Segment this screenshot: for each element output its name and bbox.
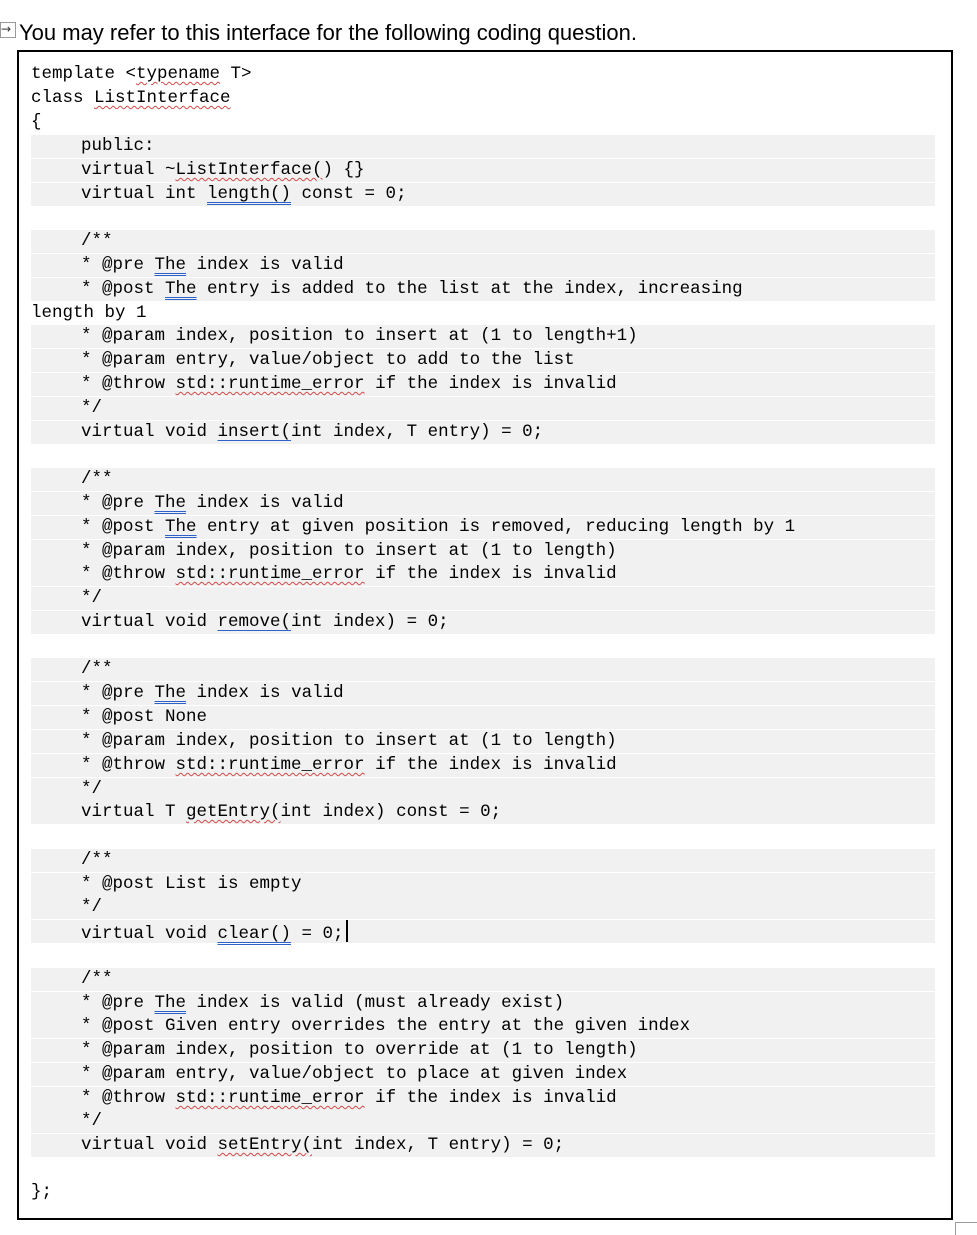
- code-line: * @pre The index is valid: [31, 682, 935, 705]
- code-line: * @param entry, value/object to add to the list: [31, 349, 935, 372]
- code-line: * @param entry, value/object to place at given index: [31, 1063, 935, 1086]
- code-line: /**: [31, 849, 935, 872]
- code-line: * @throw std::runtime_error if the index is invalid: [31, 754, 935, 777]
- code-line: };: [31, 1182, 53, 1202]
- code-line: */: [31, 397, 935, 420]
- code-line: /**: [31, 230, 935, 253]
- code-line: * @post The entry is added to the list at the index, increasing: [31, 278, 935, 301]
- text-cursor: [346, 920, 348, 942]
- code-line: * @pre The index is valid (must already exist): [31, 992, 935, 1015]
- code-line: virtual void remove(int index) = 0;: [31, 611, 935, 634]
- code-line: * @post None: [31, 706, 935, 729]
- code-line: virtual T getEntry(int index) const = 0;: [31, 801, 935, 824]
- code-line: virtual void setEntry(int index, T entry) = 0;: [31, 1134, 935, 1157]
- code-line: template <typename T>: [31, 64, 252, 84]
- code-line: * @param index, position to insert at (1 to length): [31, 540, 935, 563]
- code-line: * @pre The index is valid: [31, 254, 935, 277]
- code-line: virtual int length() const = 0;: [31, 183, 935, 206]
- code-line: */: [31, 1110, 935, 1133]
- code-line: */: [31, 587, 935, 610]
- code-line: */: [31, 778, 935, 801]
- instruction-heading: You may refer to this interface for the following coding question.: [19, 20, 637, 45]
- code-line: /**: [31, 658, 935, 681]
- code-line: * @throw std::runtime_error if the index is invalid: [31, 563, 935, 586]
- code-line: class ListInterface: [31, 88, 231, 108]
- code-line: * @throw std::runtime_error if the index is invalid: [31, 1087, 935, 1110]
- code-line: * @throw std::runtime_error if the index is invalid: [31, 373, 935, 396]
- code-line: * @param index, position to override at (1 to length): [31, 1039, 935, 1062]
- code-line: length by 1: [31, 303, 147, 323]
- code-line: /**: [31, 968, 935, 991]
- code-line: virtual ~ListInterface() {}: [31, 159, 935, 182]
- code-line: virtual void insert(int index, T entry) = 0;: [31, 421, 935, 444]
- code-line: virtual void clear() = 0;: [31, 920, 935, 943]
- code-line: */: [31, 896, 935, 919]
- code-line: /**: [31, 468, 935, 491]
- code-line: {: [31, 112, 42, 132]
- code-line: * @pre The index is valid: [31, 492, 935, 515]
- corner-handle: [955, 1222, 977, 1235]
- paste-anchor-icon: →: [0, 22, 16, 38]
- code-block: [17, 50, 953, 1220]
- code-line: * @post The entry at given position is removed, reducing length by 1: [31, 516, 935, 539]
- code-line: * @param index, position to insert at (1 to length+1): [31, 325, 935, 348]
- code-line: public:: [31, 135, 935, 158]
- code-line: * @post List is empty: [31, 873, 935, 896]
- code-line: * @param index, position to insert at (1 to length): [31, 730, 935, 753]
- code-line: * @post Given entry overrides the entry at the given index: [31, 1015, 935, 1038]
